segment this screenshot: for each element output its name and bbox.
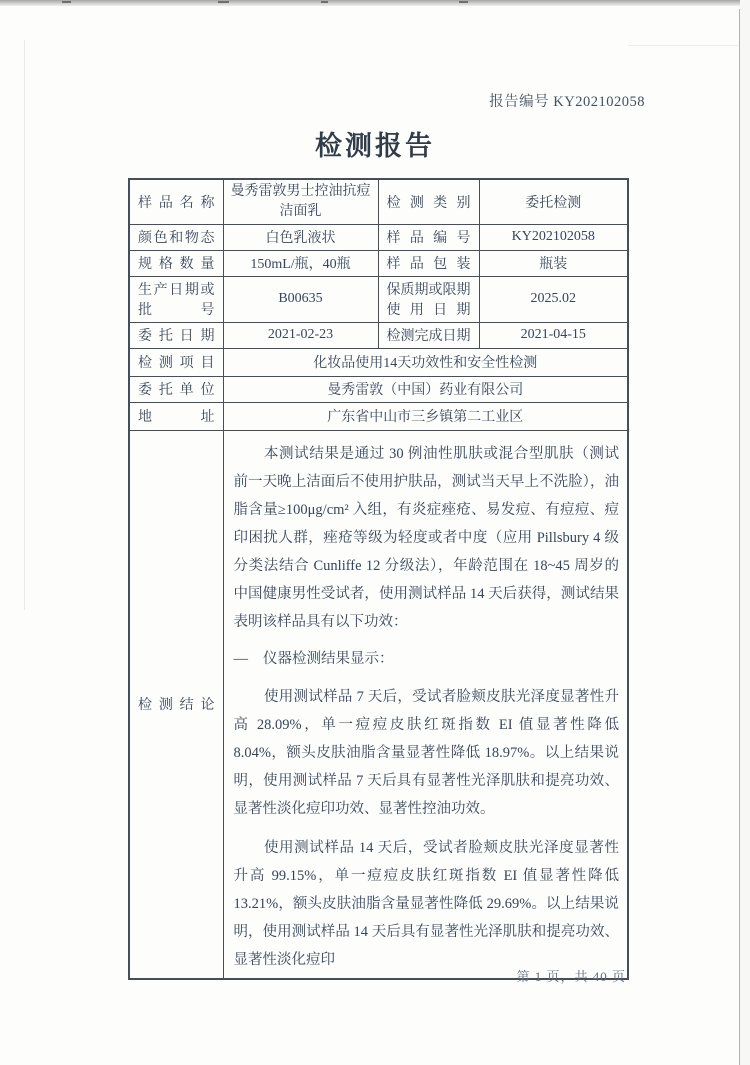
label-sample-no: 样品编号 bbox=[378, 224, 479, 250]
scan-mark bbox=[459, 1, 468, 3]
value-sample-packaging: 瓶装 bbox=[479, 250, 628, 276]
label-sample-packaging: 样品包装 bbox=[378, 250, 479, 276]
value-test-category: 委托检测 bbox=[479, 179, 628, 224]
table-row bbox=[129, 179, 628, 224]
sample-info-table bbox=[128, 178, 629, 980]
conclusion-bullet bbox=[234, 645, 620, 673]
value-expiry-date: 2025.02 bbox=[479, 276, 628, 322]
value-color-state: 白色乳液状 bbox=[223, 224, 378, 250]
label-client: 委托单位 bbox=[129, 376, 223, 402]
scan-mark bbox=[218, 1, 229, 3]
table-row bbox=[129, 402, 628, 430]
table-row bbox=[129, 224, 628, 250]
conclusion-content bbox=[223, 430, 628, 979]
scan-artifact-line bbox=[628, 45, 738, 46]
conclusion-paragraph-1: 本测试结果是通过 30 例油性肌肤或混合型肌肤（测试前一天晚上洁面后不使用护肤品，测试当天早上不洗脸），油脂含量≥100μg/cm² 入组，有炎症痤疮、易发痘、有痘痘、痘印困扰人群，痤疮等级为轻度或者中度（应用 Pillsbury 4 级分类法结合 Cunliffe 12 分级法），年龄范围在 18~45 周岁的中国健康男性受试者，使用测试样品 14 天后获得，测试结果表明该样品具有以下功效： bbox=[233, 445, 619, 630]
label-spec-qty: 规格数量 bbox=[129, 250, 223, 276]
table-row bbox=[129, 376, 628, 402]
page-title: 检测报告 bbox=[315, 131, 435, 161]
value-test-item: 化妆品使用14天功效性和安全性检测 bbox=[223, 348, 628, 376]
table-row bbox=[129, 322, 628, 348]
value-completion-date: 2021-04-15 bbox=[479, 322, 628, 348]
report-number: 报告编号 KY202102058 bbox=[489, 94, 645, 110]
label-production-date-batch: 生产日期或 批号 bbox=[129, 276, 223, 322]
value-batch-no: B00635 bbox=[223, 276, 378, 322]
value-address: 广东省中山市三乡镇第二工业区 bbox=[223, 402, 628, 430]
label-commission-date: 委托日期 bbox=[129, 322, 223, 348]
label-completion-date: 检测完成日期 bbox=[378, 322, 479, 348]
label-address: 地址 bbox=[129, 402, 223, 430]
bullet-dash: — bbox=[233, 650, 248, 667]
label-test-item: 检测项目 bbox=[129, 348, 223, 376]
value-commission-date: 2021-02-23 bbox=[223, 322, 378, 348]
value-sample-no: KY202102058 bbox=[479, 224, 628, 250]
conclusion-paragraph-3: 使用测试样品 14 天后，受试者脸颊皮肤光泽度显著性升高 99.15%，单一痘痘皮肤红斑指数 EI 值显著性降低 13.21%，额头皮肤油脂含量显著性降低 29.69%。以上结果说明，使用测试样品 14 天后具有显著性光泽肌肤和提亮功效、显著性淡化痘印 bbox=[233, 839, 619, 968]
table-row bbox=[129, 250, 628, 276]
value-client: 曼秀雷敦（中国）药业有限公司 bbox=[223, 376, 628, 402]
scan-edge-top bbox=[0, 0, 750, 6]
table-row bbox=[129, 348, 628, 376]
label-color-state: 颜色和物态 bbox=[129, 224, 223, 250]
bullet-text: 仪器检测结果显示： bbox=[263, 650, 394, 667]
conclusion-paragraph-2: 使用测试样品 7 天后，受试者脸颊皮肤光泽度显著性升高 28.09%，单一痘痘皮肤红斑指数 EI 值显著性降低 8.04%，额头皮肤油脂含量显著性降低 18.97%。以上结果说明，使用测试样品 7 天后具有显著性光泽肌肤和提亮功效、显著性淡化痘印功效、显著性控油功效。 bbox=[233, 688, 619, 817]
value-spec-qty: 150mL/瓶，40瓶 bbox=[223, 250, 378, 276]
label-test-category: 检测类别 bbox=[378, 179, 479, 224]
label-expiry-date: 保质期或限期 使用日期 bbox=[378, 276, 479, 322]
label-test-conclusion: 检测结论 bbox=[129, 430, 223, 979]
value-sample-name: 曼秀雷敦男士控油抗痘洁面乳 bbox=[223, 179, 378, 224]
label-sample-name: 样品名称 bbox=[129, 179, 223, 224]
scan-mark bbox=[62, 1, 71, 3]
scan-mark bbox=[321, 1, 328, 3]
page-number: 第 1 页，共 40 页 bbox=[516, 969, 626, 984]
scan-edge-right-line bbox=[739, 9, 740, 1065]
table-row bbox=[129, 276, 628, 322]
conclusion-row bbox=[129, 430, 628, 979]
